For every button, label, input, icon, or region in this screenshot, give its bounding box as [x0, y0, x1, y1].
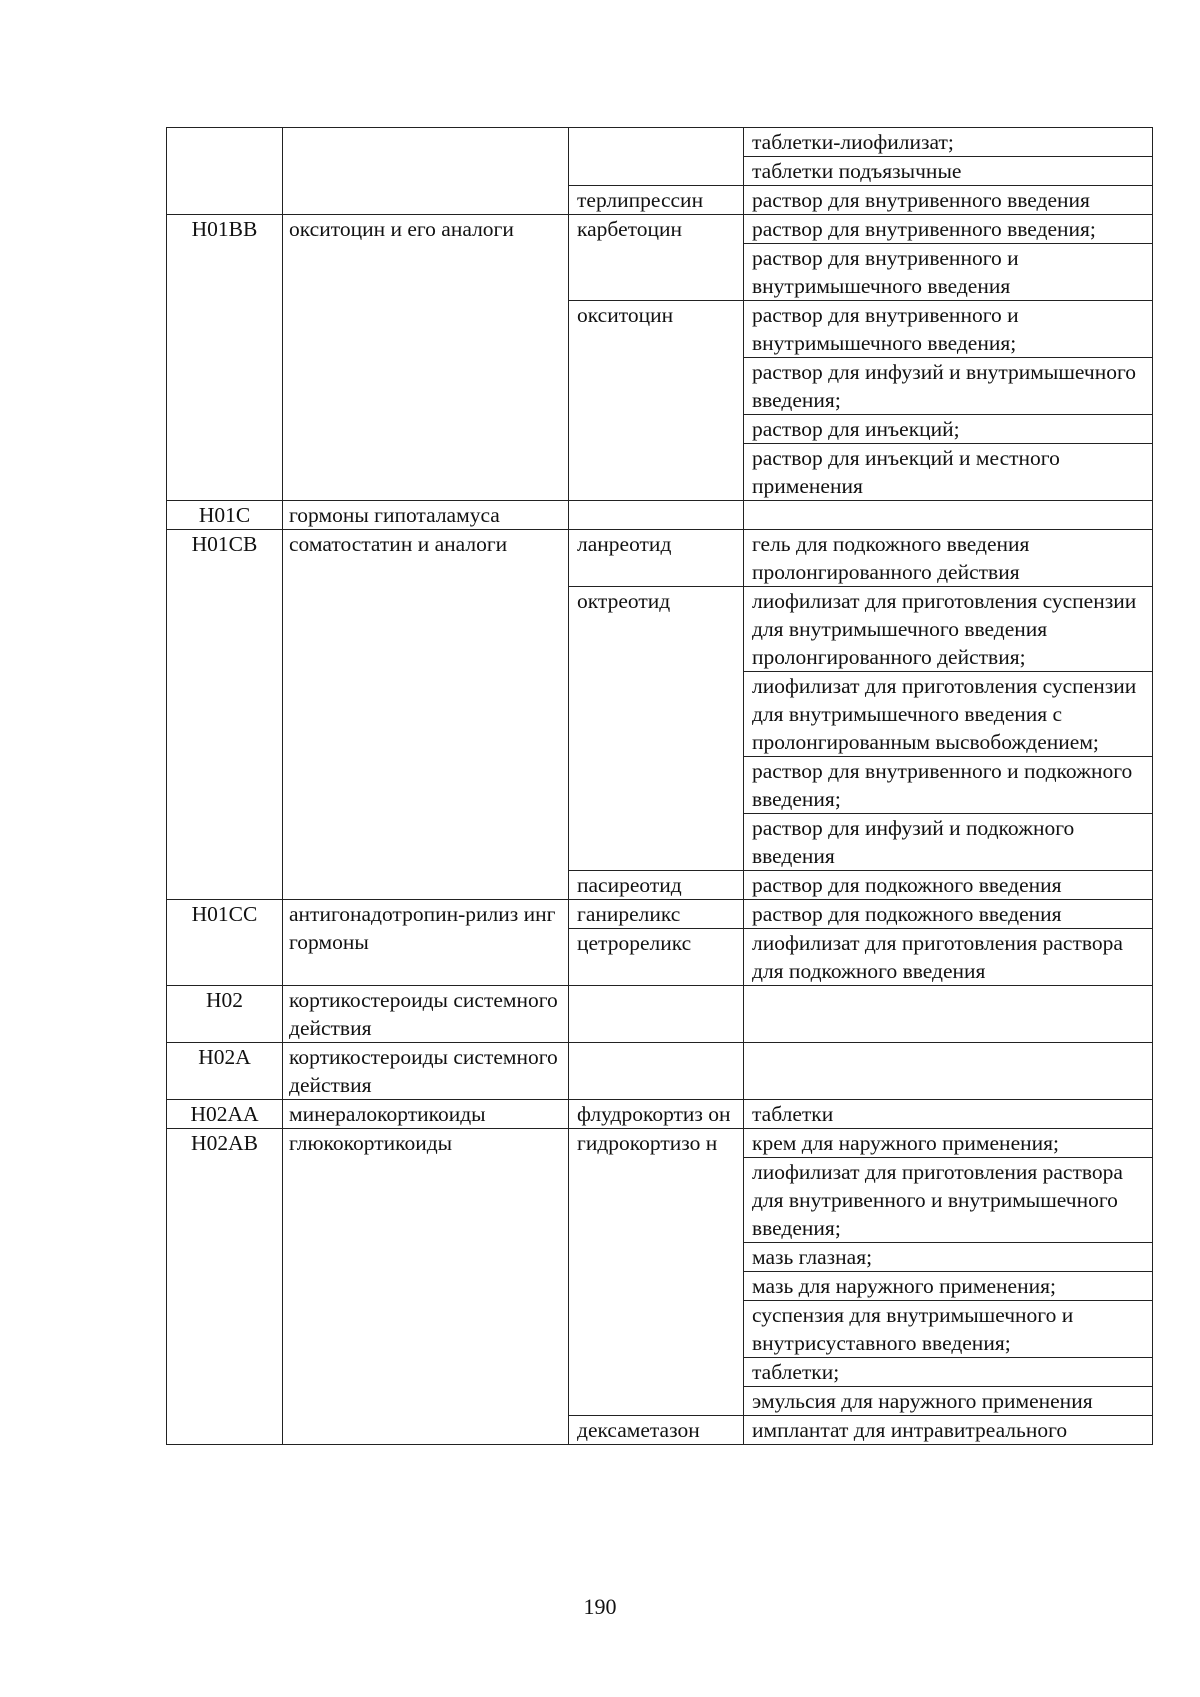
- drug-name-cell: гидрокортизо н: [569, 1129, 744, 1416]
- dosage-form-cell: лиофилизат для приготовления раствора для внутривенного и внутримышечного введения;: [744, 1158, 1153, 1243]
- drug-name-cell: [569, 1043, 744, 1100]
- atc-code-cell: H01BB: [167, 215, 283, 501]
- table-row: [167, 900, 1153, 929]
- drug-name-cell: [569, 501, 744, 530]
- dosage-form-cell: раствор для подкожного введения: [744, 871, 1153, 900]
- dosage-form-cell: лиофилизат для приготовления суспензии для внутримышечного введения пролонгированного действия;: [744, 587, 1153, 672]
- dosage-form-cell: [744, 1043, 1153, 1100]
- atc-code-cell: [167, 128, 283, 215]
- drug-name-cell: [569, 128, 744, 186]
- dosage-form-cell: суспензия для внутримышечного и внутрисуставного введения;: [744, 1301, 1153, 1358]
- drug-name-cell: терлипрессин: [569, 186, 744, 215]
- atc-code-cell: H01CC: [167, 900, 283, 986]
- group-name-cell: антигонадотропин-рилиз инг гормоны: [283, 900, 569, 986]
- table-row: [167, 1043, 1153, 1100]
- group-name-cell: минералокортикоиды: [283, 1100, 569, 1129]
- dosage-form-cell: [744, 501, 1153, 530]
- dosage-form-cell: имплантат для интравитреального: [744, 1416, 1153, 1445]
- dosage-form-cell: раствор для внутривенного введения;: [744, 215, 1153, 244]
- atc-code-cell: H02AB: [167, 1129, 283, 1445]
- drug-name-cell: окситоцин: [569, 301, 744, 501]
- dosage-form-cell: мазь глазная;: [744, 1243, 1153, 1272]
- dosage-form-cell: таблетки: [744, 1100, 1153, 1129]
- table-row: [167, 1100, 1153, 1129]
- group-name-cell: кортикостероиды системного действия: [283, 1043, 569, 1100]
- group-name-cell: кортикостероиды системного действия: [283, 986, 569, 1043]
- drug-name-cell: ганирeликс: [569, 900, 744, 929]
- drug-name-cell: карбетоцин: [569, 215, 744, 301]
- drug-name-cell: флудрокортиз он: [569, 1100, 744, 1129]
- table-row: [167, 501, 1153, 530]
- page-number: 190: [583, 1594, 617, 1619]
- dosage-form-cell: лиофилизат для приготовления суспензии для внутримышечного введения с пролонгированным высвобождением;: [744, 672, 1153, 757]
- dosage-form-cell: раствор для внутривенного введения: [744, 186, 1153, 215]
- drug-name-cell: октреотид: [569, 587, 744, 871]
- atc-code-cell: H02A: [167, 1043, 283, 1100]
- group-name-cell: окситоцин и его аналоги: [283, 215, 569, 501]
- drug-name-cell: [569, 986, 744, 1043]
- drug-classification-table: [166, 127, 1153, 1445]
- group-name-cell: [283, 128, 569, 215]
- dosage-form-cell: лиофилизат для приготовления раствора для подкожного введения: [744, 929, 1153, 986]
- atc-code-cell: H01C: [167, 501, 283, 530]
- table-row: [167, 986, 1153, 1043]
- drug-name-cell: ланреотид: [569, 530, 744, 587]
- dosage-form-cell: раствор для внутривенного и внутримышечного введения: [744, 244, 1153, 301]
- dosage-form-cell: раствор для инфузий и внутримышечного введения;: [744, 358, 1153, 415]
- group-name-cell: гормоны гипоталамуса: [283, 501, 569, 530]
- dosage-form-cell: таблетки подъязычные: [744, 157, 1153, 186]
- dosage-form-cell: раствор для инъекций;: [744, 415, 1153, 444]
- dosage-form-cell: крем для наружного применения;: [744, 1129, 1153, 1158]
- table-row: [167, 128, 1153, 157]
- dosage-form-cell: таблетки-лиофилизат;: [744, 128, 1153, 157]
- atc-code-cell: H01CB: [167, 530, 283, 900]
- drug-name-cell: дексаметазон: [569, 1416, 744, 1445]
- dosage-form-cell: гель для подкожного введения пролонгированного действия: [744, 530, 1153, 587]
- atc-code-cell: H02: [167, 986, 283, 1043]
- dosage-form-cell: мазь для наружного применения;: [744, 1272, 1153, 1301]
- table-row: [167, 1129, 1153, 1158]
- dosage-form-cell: раствор для инфузий и подкожного введения: [744, 814, 1153, 871]
- dosage-form-cell: раствор для внутривенного и подкожного введения;: [744, 757, 1153, 814]
- dosage-form-cell: [744, 986, 1153, 1043]
- group-name-cell: соматостатин и аналоги: [283, 530, 569, 900]
- table-row: [167, 215, 1153, 244]
- dosage-form-cell: таблетки;: [744, 1358, 1153, 1387]
- dosage-form-cell: эмульсия для наружного применения: [744, 1387, 1153, 1416]
- atc-code-cell: H02AA: [167, 1100, 283, 1129]
- dosage-form-cell: раствор для внутривенного и внутримышечного введения;: [744, 301, 1153, 358]
- dosage-form-cell: раствор для подкожного введения: [744, 900, 1153, 929]
- drug-name-cell: пасиреотид: [569, 871, 744, 900]
- table-body: [167, 128, 1153, 1445]
- dosage-form-cell: раствор для инъекций и местного применения: [744, 444, 1153, 501]
- drug-name-cell: цетрореликс: [569, 929, 744, 986]
- group-name-cell: глюкокортикоиды: [283, 1129, 569, 1445]
- table-row: [167, 530, 1153, 587]
